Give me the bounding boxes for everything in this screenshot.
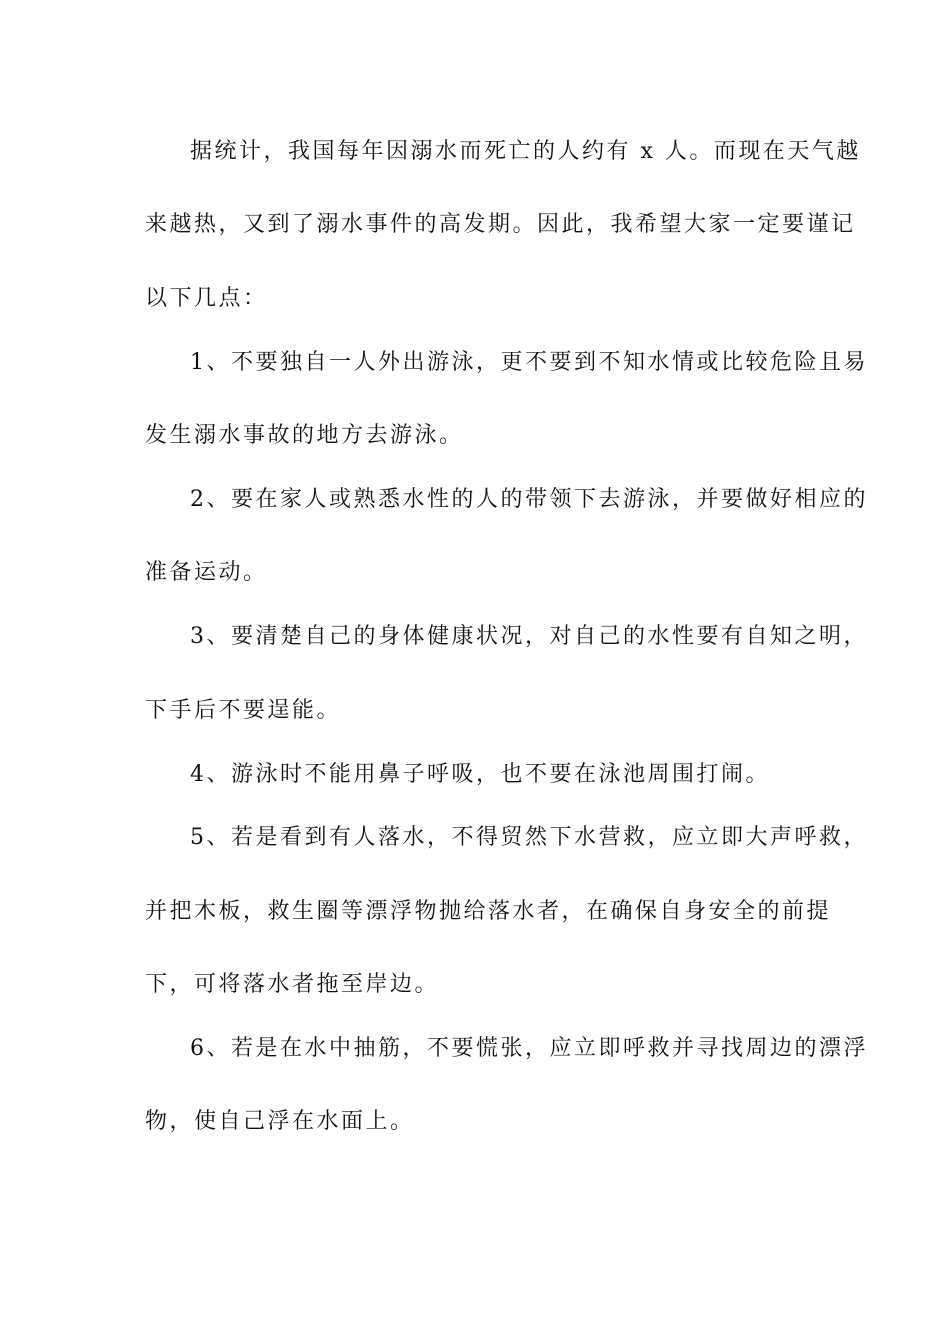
text-line: 6、若是在水中抽筋，不要慌张，应立即呼救并寻找周边的漂浮	[190, 1036, 868, 1061]
text-line: 下手后不要逞能。	[145, 698, 342, 723]
text-line: 1、不要独自一人外出游泳，更不要到不知水情或比较危险且易	[190, 350, 868, 375]
text-line: 以下几点：	[145, 286, 268, 311]
text-line: 来越热，又到了溺水事件的高发期。因此，我希望大家一定要谨记	[145, 212, 856, 237]
text-line: 2、要在家人或熟悉水性的人的带领下去游泳，并要做好相应的	[190, 487, 868, 512]
text-line: 物，使自己浮在水面上。	[145, 1109, 415, 1134]
text-line: 4、游泳时不能用鼻子呼吸，也不要在泳池周围打闹。	[190, 762, 770, 787]
text-line: 3、要清楚自己的身体健康状况，对自己的水性要有自知之明，	[190, 624, 868, 649]
text-line: 下，可将落水者拖至岸边。	[145, 972, 440, 997]
text-line: 据统计，我国每年因溺水而死亡的人约有 x 人。而现在天气越	[190, 139, 861, 164]
text-line: 5、若是看到有人落水，不得贸然下水营救，应立即大声呼救，	[190, 825, 868, 850]
text-line: 并把木板，救生圈等漂浮物抛给落水者，在确保自身安全的前提	[145, 899, 832, 924]
text-line: 发生溺水事故的地方去游泳。	[145, 423, 464, 448]
text-line: 准备运动。	[145, 560, 268, 585]
